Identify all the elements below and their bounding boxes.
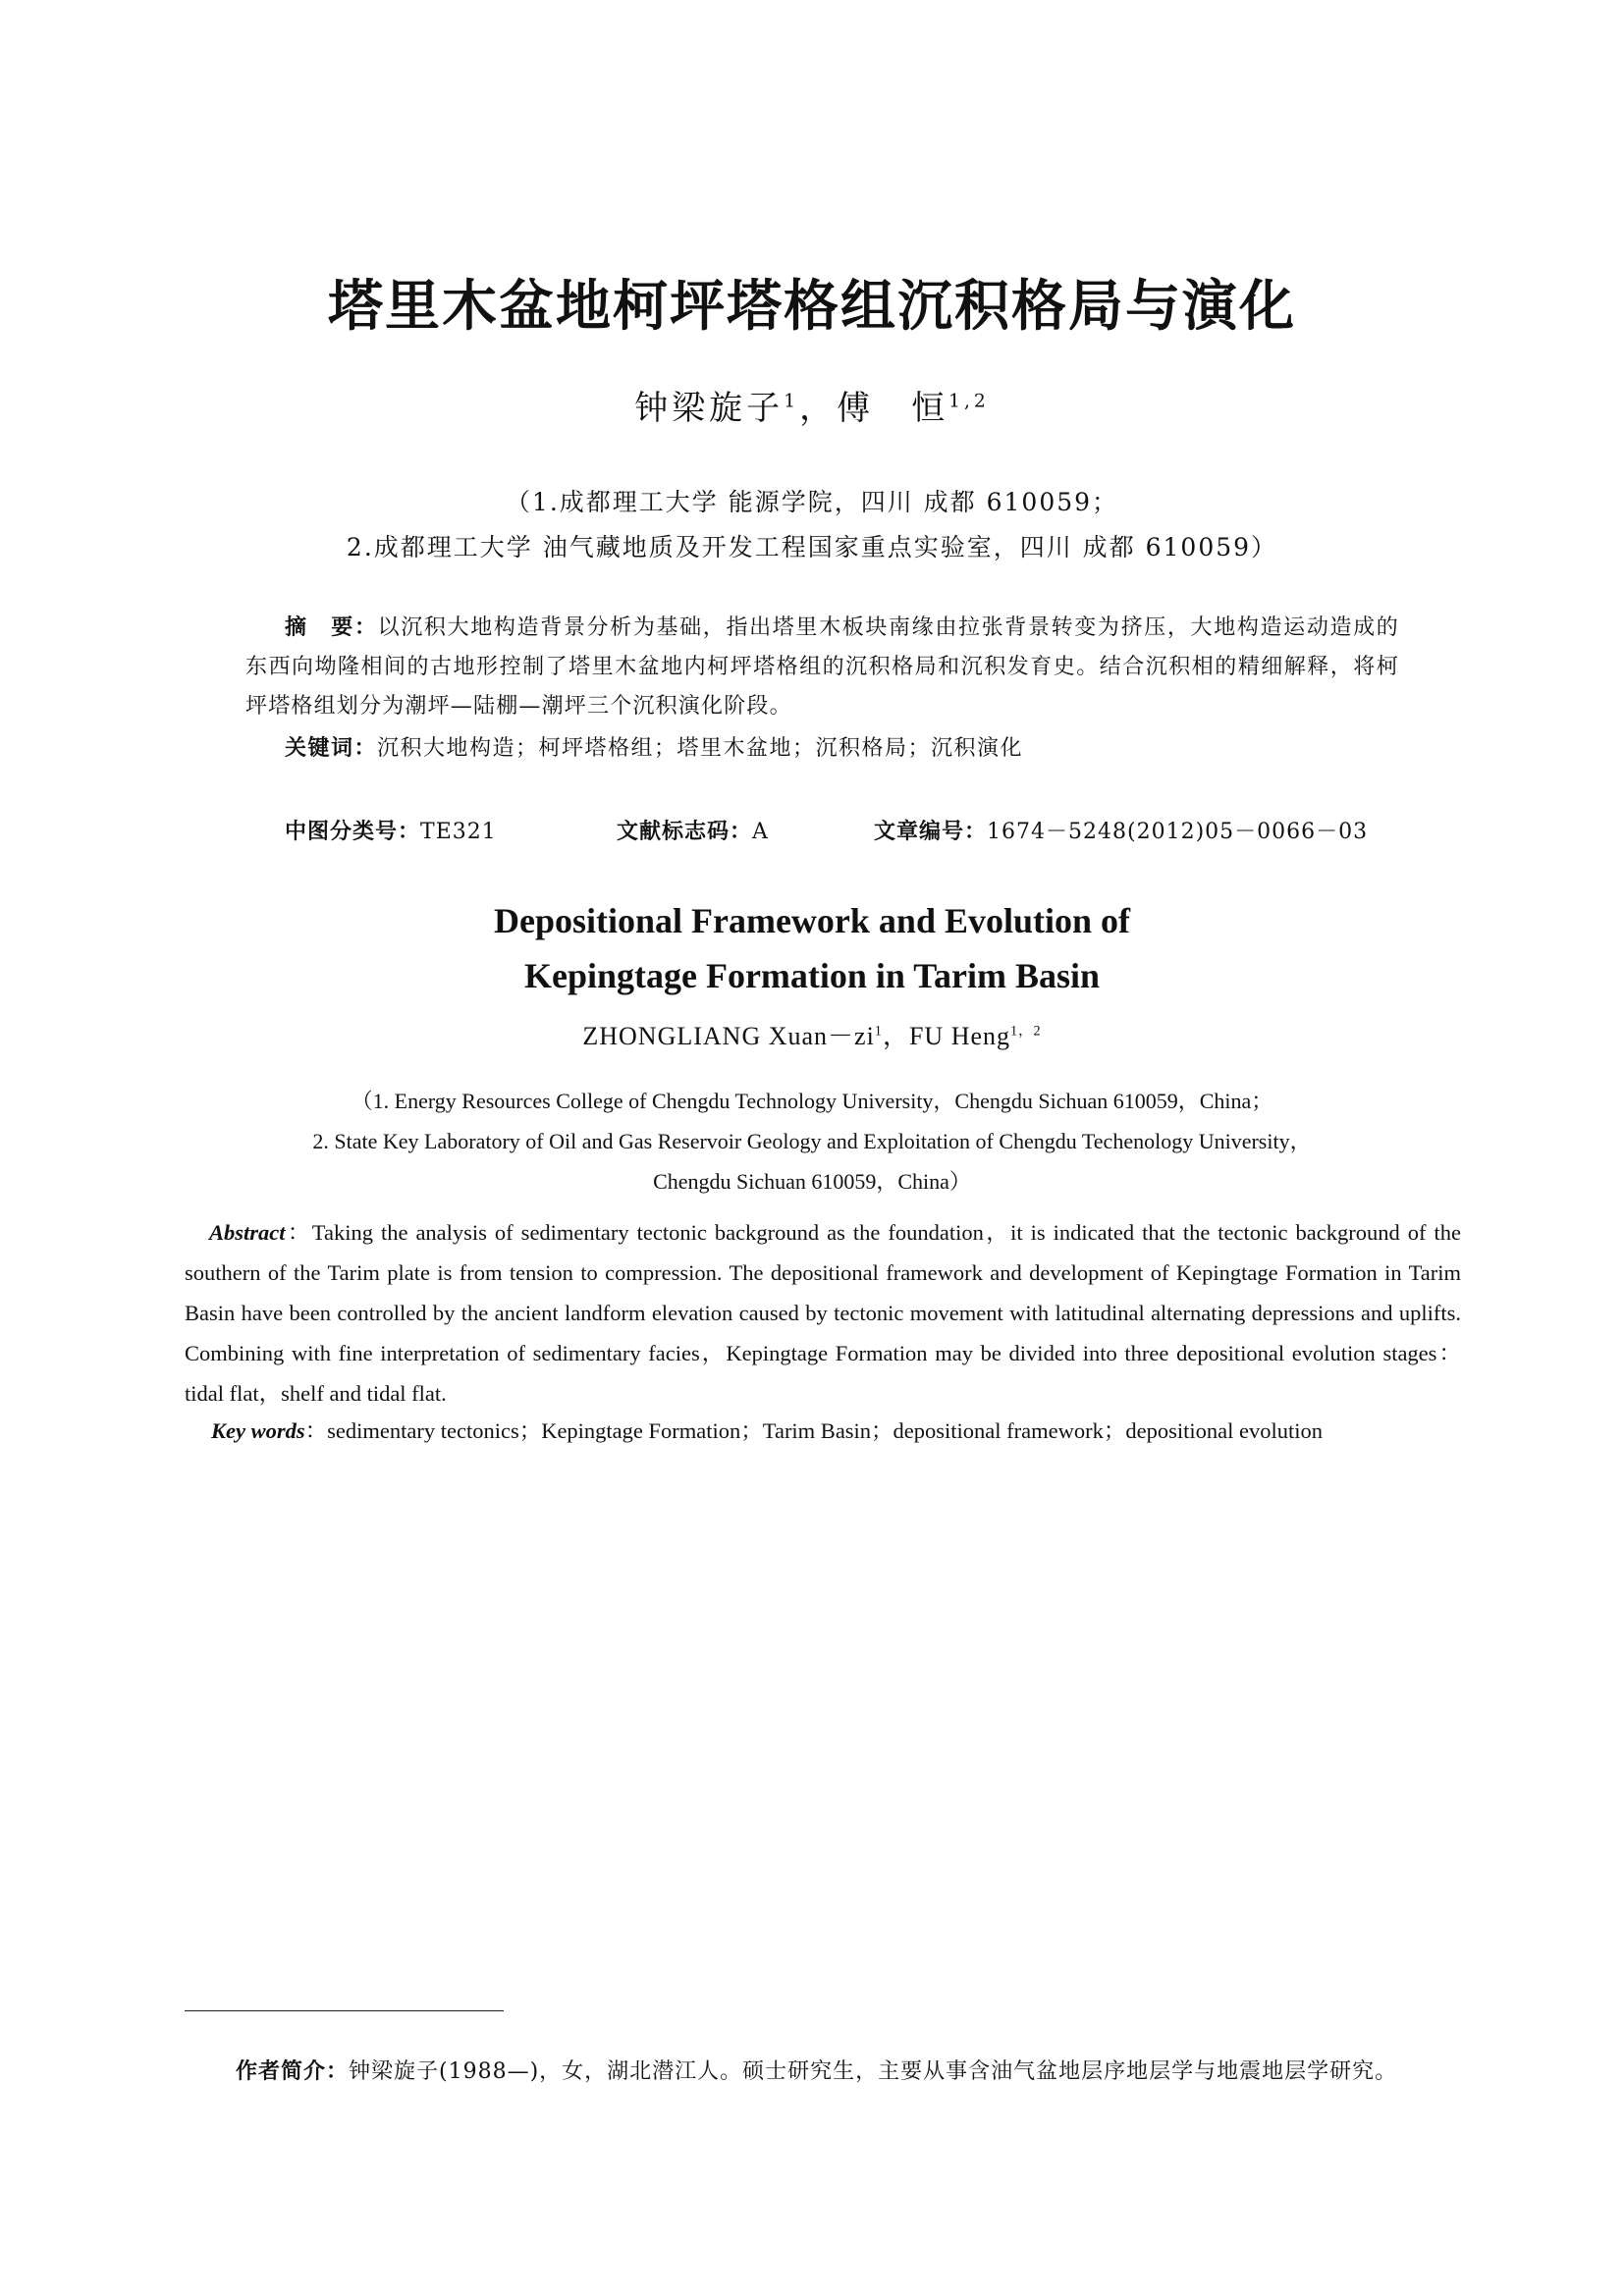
abstract-en-text: Taking the analysis of sedimentary tectonic background as the foundation，it is indicated that the tectonic background of the southern of the Tarim plate is from tension to compression. The depositional framework and development of Kepingtage Formation in Tarim Basin have been controlled by the ancient landform elevation caused by tectonic movement with latitudinal alternating depressions and uplifts. Combining with fine interpretation of sedimentary facies，Kepingtage Formation may be divided into three depositional evolution stages：tidal flat，shelf and tidal flat. xyxy=(185,1220,1461,1406)
keywords-cn-text: 沉积大地构造；柯坪塔格组；塔里木盆地；沉积格局；沉积演化 xyxy=(377,736,1024,761)
author-name-en: FU Heng xyxy=(908,1022,1011,1050)
abstract-en-sep: ： xyxy=(285,1220,312,1245)
author-affil-mark-en: 1 xyxy=(874,1023,883,1040)
article-number-value: 1674－5248(2012)05－0066－03 xyxy=(987,820,1369,844)
clc-value: TE321 xyxy=(420,820,497,844)
clc-number xyxy=(285,815,497,845)
author-affil-mark: 1 xyxy=(784,391,800,412)
abstract-cn xyxy=(245,609,1399,726)
keywords-en-text: sedimentary tectonics；Kepingtage Formation；Tarim Basin；depositional framework；depositional evolution xyxy=(327,1418,1323,1443)
author-separator: ， xyxy=(799,389,838,428)
author-name-en: ZHONGLIANG Xuan－zi xyxy=(582,1022,875,1050)
paper-title-cn: 塔里木盆地柯坪塔格组沉积格局与演化 xyxy=(328,274,1296,339)
affiliation-en-3: Chengdu Sichuan 610059，China） xyxy=(653,1169,971,1194)
abstract-cn-label: 摘 要： xyxy=(285,615,378,640)
article-number-label: 文章编号： xyxy=(874,820,988,844)
footnote-rule xyxy=(185,2010,504,2011)
keywords-en-label: Key words xyxy=(211,1418,305,1443)
affiliation-en-1: （1. Energy Resources College of Chengdu Technology University，Chengdu Sichuan 610059，China； xyxy=(351,1089,1273,1113)
article-number xyxy=(874,815,1368,845)
author-name: 傅 恒 xyxy=(837,389,949,428)
keywords-cn-label: 关键词： xyxy=(285,736,378,761)
abstract-cn-text: 以沉积大地构造背景分析为基础，指出塔里木板块南缘由拉张背景转变为挤压，大地构造运动造成的东西向坳隆相间的古地形控制了塔里木盆地内柯坪塔格组的沉积格局和沉积发育史。结合沉积相的精细解释，将柯坪塔格组划分为潮坪—陆棚—潮坪三个沉积演化阶段。 xyxy=(245,615,1399,719)
document-code xyxy=(617,815,769,845)
affiliation-cn-1: （1.成都理工大学 能源学院，四川 成都 610059； xyxy=(505,488,1119,516)
authors-cn xyxy=(0,381,1624,429)
author-affil-mark-en: 1，2 xyxy=(1010,1023,1042,1040)
keywords-cn xyxy=(285,731,1404,762)
author-name: 钟梁旋子 xyxy=(634,389,785,428)
authors-en xyxy=(0,1016,1624,1052)
document-code-value: A xyxy=(752,820,769,844)
paper-title-en-line-2: Kepingtage Formation in Tarim Basin xyxy=(523,956,1101,995)
affiliation-cn-2: 2.成都理工大学 油气藏地质及开发工程国家重点实验室，四川 成都 610059） xyxy=(346,533,1278,561)
footnote-text: 钟梁旋子(1988—)，女，湖北潜江人。硕士研究生，主要从事含油气盆地层序地层学与地震地层学研究。 xyxy=(349,2059,1398,2084)
abstract-en xyxy=(185,1212,1461,1414)
keywords-en xyxy=(211,1414,1478,1445)
paper-title-en-line-1: Depositional Framework and Evolution of xyxy=(493,901,1131,940)
author-affil-mark: 1,2 xyxy=(948,391,990,412)
abstract-en-label: Abstract xyxy=(209,1220,286,1245)
author-separator-en: ， xyxy=(882,1022,909,1050)
document-code-label: 文献标志码： xyxy=(617,820,753,844)
affiliation-en-2: 2. State Key Laboratory of Oil and Gas Reservoir Geology and Exploitation of Chengdu Techenology University， xyxy=(312,1129,1312,1153)
footnote-label: 作者简介： xyxy=(236,2059,350,2084)
author-bio-footnote xyxy=(236,2055,1512,2085)
clc-label: 中图分类号： xyxy=(285,820,421,844)
keywords-en-sep: ： xyxy=(304,1418,328,1443)
